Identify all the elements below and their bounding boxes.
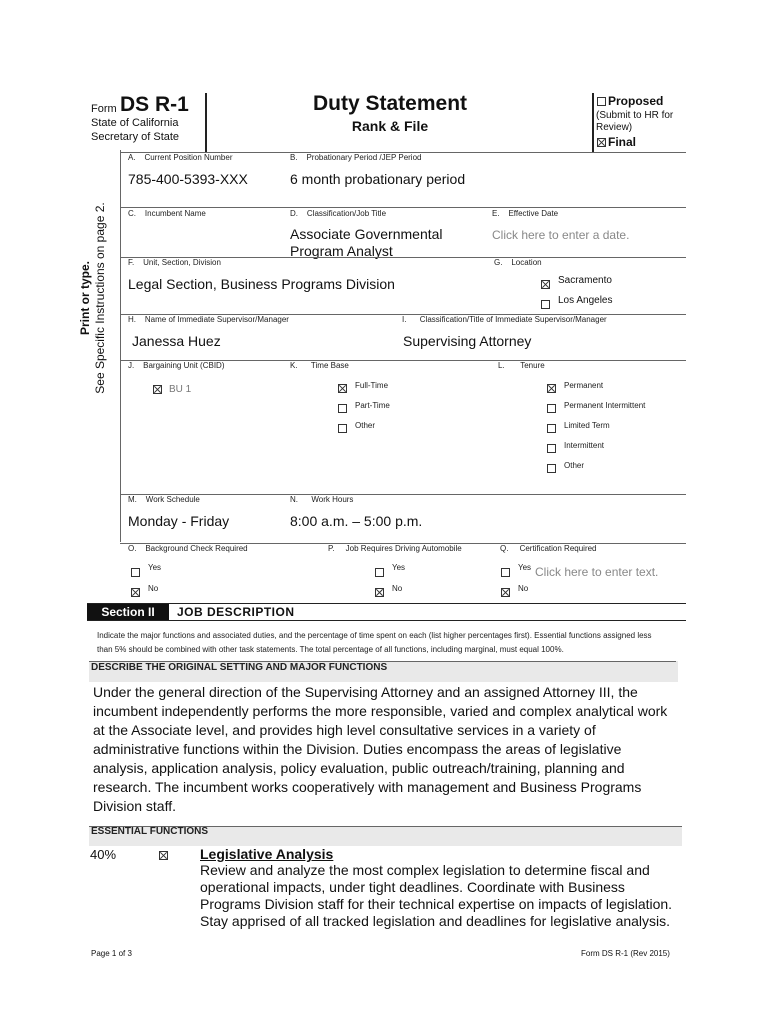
field-g-label: G. Location [494,258,542,267]
effective-date-field[interactable]: Click here to enter a date. [492,228,630,242]
background-checkbox-yes[interactable] [131,568,140,577]
tenure-label-permanent-intermittent: Permanent Intermittent [564,401,646,410]
time-base-label-other: Other [355,421,376,430]
field-e-label: E. Effective Date [492,209,559,218]
function-line: Review and analyze the most complex legislation to determine fiscal and [200,862,650,878]
proposed-note: (Submit to HR for Review) [596,110,674,133]
field-n-label: N. Work Hours [290,495,354,504]
job-title-line-2[interactable]: Program Analyst [290,243,393,259]
rule-mn [120,494,686,495]
function-percent: 40% [90,847,117,862]
tenure-checkbox-limited-term[interactable] [547,424,556,433]
field-o-label: O. Background Check Required [128,544,248,553]
function-title: Legislative Analysis [200,846,334,862]
instructions-line-1: Indicate the major functions and associated duties, and the percentage of time spent on each (list higher percentages first). Essential functions assigned less [97,631,652,640]
field-m-label: M. Work Schedule [128,495,200,504]
bargaining-unit-checkbox[interactable] [153,385,162,394]
tenure-label-intermittent: Intermittent [564,441,605,450]
field-b-label: B. Probationary Period /JEP Period [290,153,422,162]
location-checkbox-sacramento[interactable] [541,280,550,289]
side-note-line-2: See Specific Instructions on page 2. [93,202,107,394]
driving-label-yes: Yes [392,563,406,572]
form-code: DS R-1 [120,93,189,116]
setting-line: Under the general direction of the Supervising Attorney and an assigned Attorney III, the [93,684,638,700]
setting-line: research. The incumbent works cooperatively with management and Business Programs [93,779,642,795]
setting-description [93,683,683,816]
background-label-no: No [148,584,159,593]
supervisor-name-field[interactable]: Janessa Huez [132,333,221,349]
org-line-1: State of California [91,117,179,129]
probationary-period-field[interactable]: 6 month probationary period [290,171,466,187]
work-schedule-field[interactable]: Monday - Friday [128,513,230,529]
field-a-label: A. Current Position Number [128,153,233,162]
tenure-checkbox-permanent-intermittent[interactable] [547,404,556,413]
setting-line: at the Associate level, and provides high level consultative services in a variety of [93,722,596,738]
certification-text-field[interactable]: Click here to enter text. [535,565,659,579]
org-line-2: Secretary of State [91,131,180,143]
field-i-label: I. Classification/Title of Immediate Supervisor/Manager [402,315,607,324]
certification-label-no: No [518,584,529,593]
certification-label-yes: Yes [518,563,532,572]
essential-heading: ESSENTIAL FUNCTIONS [89,826,682,846]
side-note-line-1: Print or type. [78,261,92,336]
essential-heading-rule [89,826,682,827]
tenure-label-permanent: Permanent [564,381,604,390]
tenure-label-limited-term: Limited Term [564,421,610,430]
section-tab: Section II [87,604,169,620]
final-label: Final [608,135,637,149]
bargaining-unit-value: BU 1 [169,384,192,395]
time-base-checkbox-full-time[interactable] [338,384,347,393]
time-base-label-full-time: Full-Time [355,381,389,390]
page-subtitle: Rank & File [351,118,429,134]
driving-checkbox-no[interactable] [375,588,384,597]
background-label-yes: Yes [148,563,162,572]
field-q-label: Q. Certification Required [500,544,597,553]
driving-label-no: No [392,584,403,593]
location-checkbox-los-angeles[interactable] [541,300,550,309]
setting-heading: DESCRIBE THE ORIGINAL SETTING AND MAJOR FUNCTIONS [89,661,678,682]
time-base-label-part-time: Part-Time [355,401,390,410]
driving-checkbox-yes[interactable] [375,568,384,577]
section-instructions [97,629,652,657]
work-hours-field[interactable]: 8:00 a.m. – 5:00 p.m. [290,513,423,529]
field-h-label: H. Name of Immediate Supervisor/Manager [128,315,289,324]
certification-checkbox-yes[interactable] [501,568,510,577]
side-instructions [78,148,114,448]
tenure-checkbox-permanent[interactable] [547,384,556,393]
setting-line: administrative functions within the Division. Duties encompass the areas of legislative [93,741,622,757]
field-f-label: F. Unit, Section, Division [128,258,221,267]
supervisor-title-field[interactable]: Supervising Attorney [403,333,532,349]
rule-cde [120,207,686,208]
left-margin-rule [120,150,121,542]
field-d-label: D. Classification/Job Title [290,209,387,218]
position-number-field[interactable]: 785-400-5393-XXX [128,171,248,187]
proposed-checkbox[interactable] [597,97,606,106]
field-l-label: L. Tenure [498,361,545,370]
section-title: JOB DESCRIPTION [177,605,295,619]
function-checkbox[interactable] [159,851,168,860]
field-k-label: K. Time Base [290,361,349,370]
setting-line: analysis, application analysis, policy evaluation, public outreach/training, planning and [93,760,625,776]
field-p-label: P. Job Requires Driving Automobile [328,544,462,553]
unit-section-division-field[interactable]: Legal Section, Business Programs Division [128,276,395,292]
form-prefix: Form [91,103,117,115]
form-revision: Form DS R-1 (Rev 2015) [581,949,670,958]
background-checkbox-no[interactable] [131,588,140,597]
section2-top-rule [87,603,686,604]
function-line: Stay apprised of all tracked legislation and deadlines for legislative analysis. [200,913,671,929]
time-base-checkbox-part-time[interactable] [338,404,347,413]
setting-line: incumbent independently performs the more responsible, varied and complex analytical work [93,703,668,719]
function-line: Programs Division staff for their technical expertise on impacts of legislation. [200,896,673,912]
tenure-checkbox-intermittent[interactable] [547,444,556,453]
certification-checkbox-no[interactable] [501,588,510,597]
instructions-line-2: than 5% should be combined with other task statements. The total percentage of all functions, including marginal, must equal 100%. [97,645,564,654]
final-checkbox[interactable] [597,138,606,147]
field-c-label: C. Incumbent Name [128,209,206,218]
page-number: Page 1 of 3 [91,949,132,958]
function-description [200,862,680,930]
header-divider-right [592,93,594,153]
setting-line: Division staff. [93,798,176,814]
location-label-los-angeles: Los Angeles [558,295,613,306]
time-base-checkbox-other[interactable] [338,424,347,433]
section2-title-rule [87,620,686,621]
page-title: Duty Statement [312,92,468,115]
tenure-label-other: Other [564,461,585,470]
tenure-checkbox-other[interactable] [547,464,556,473]
header-divider-left [205,93,207,153]
function-line: operational impacts, under tight deadlines. Coordinate with Business [200,879,625,895]
job-title-line-1[interactable]: Associate Governmental [290,226,443,242]
field-j-label: J. Bargaining Unit (CBID) [128,361,225,370]
location-label-sacramento: Sacramento [558,275,612,286]
setting-heading-rule [89,661,676,662]
proposed-label: Proposed [608,94,664,108]
